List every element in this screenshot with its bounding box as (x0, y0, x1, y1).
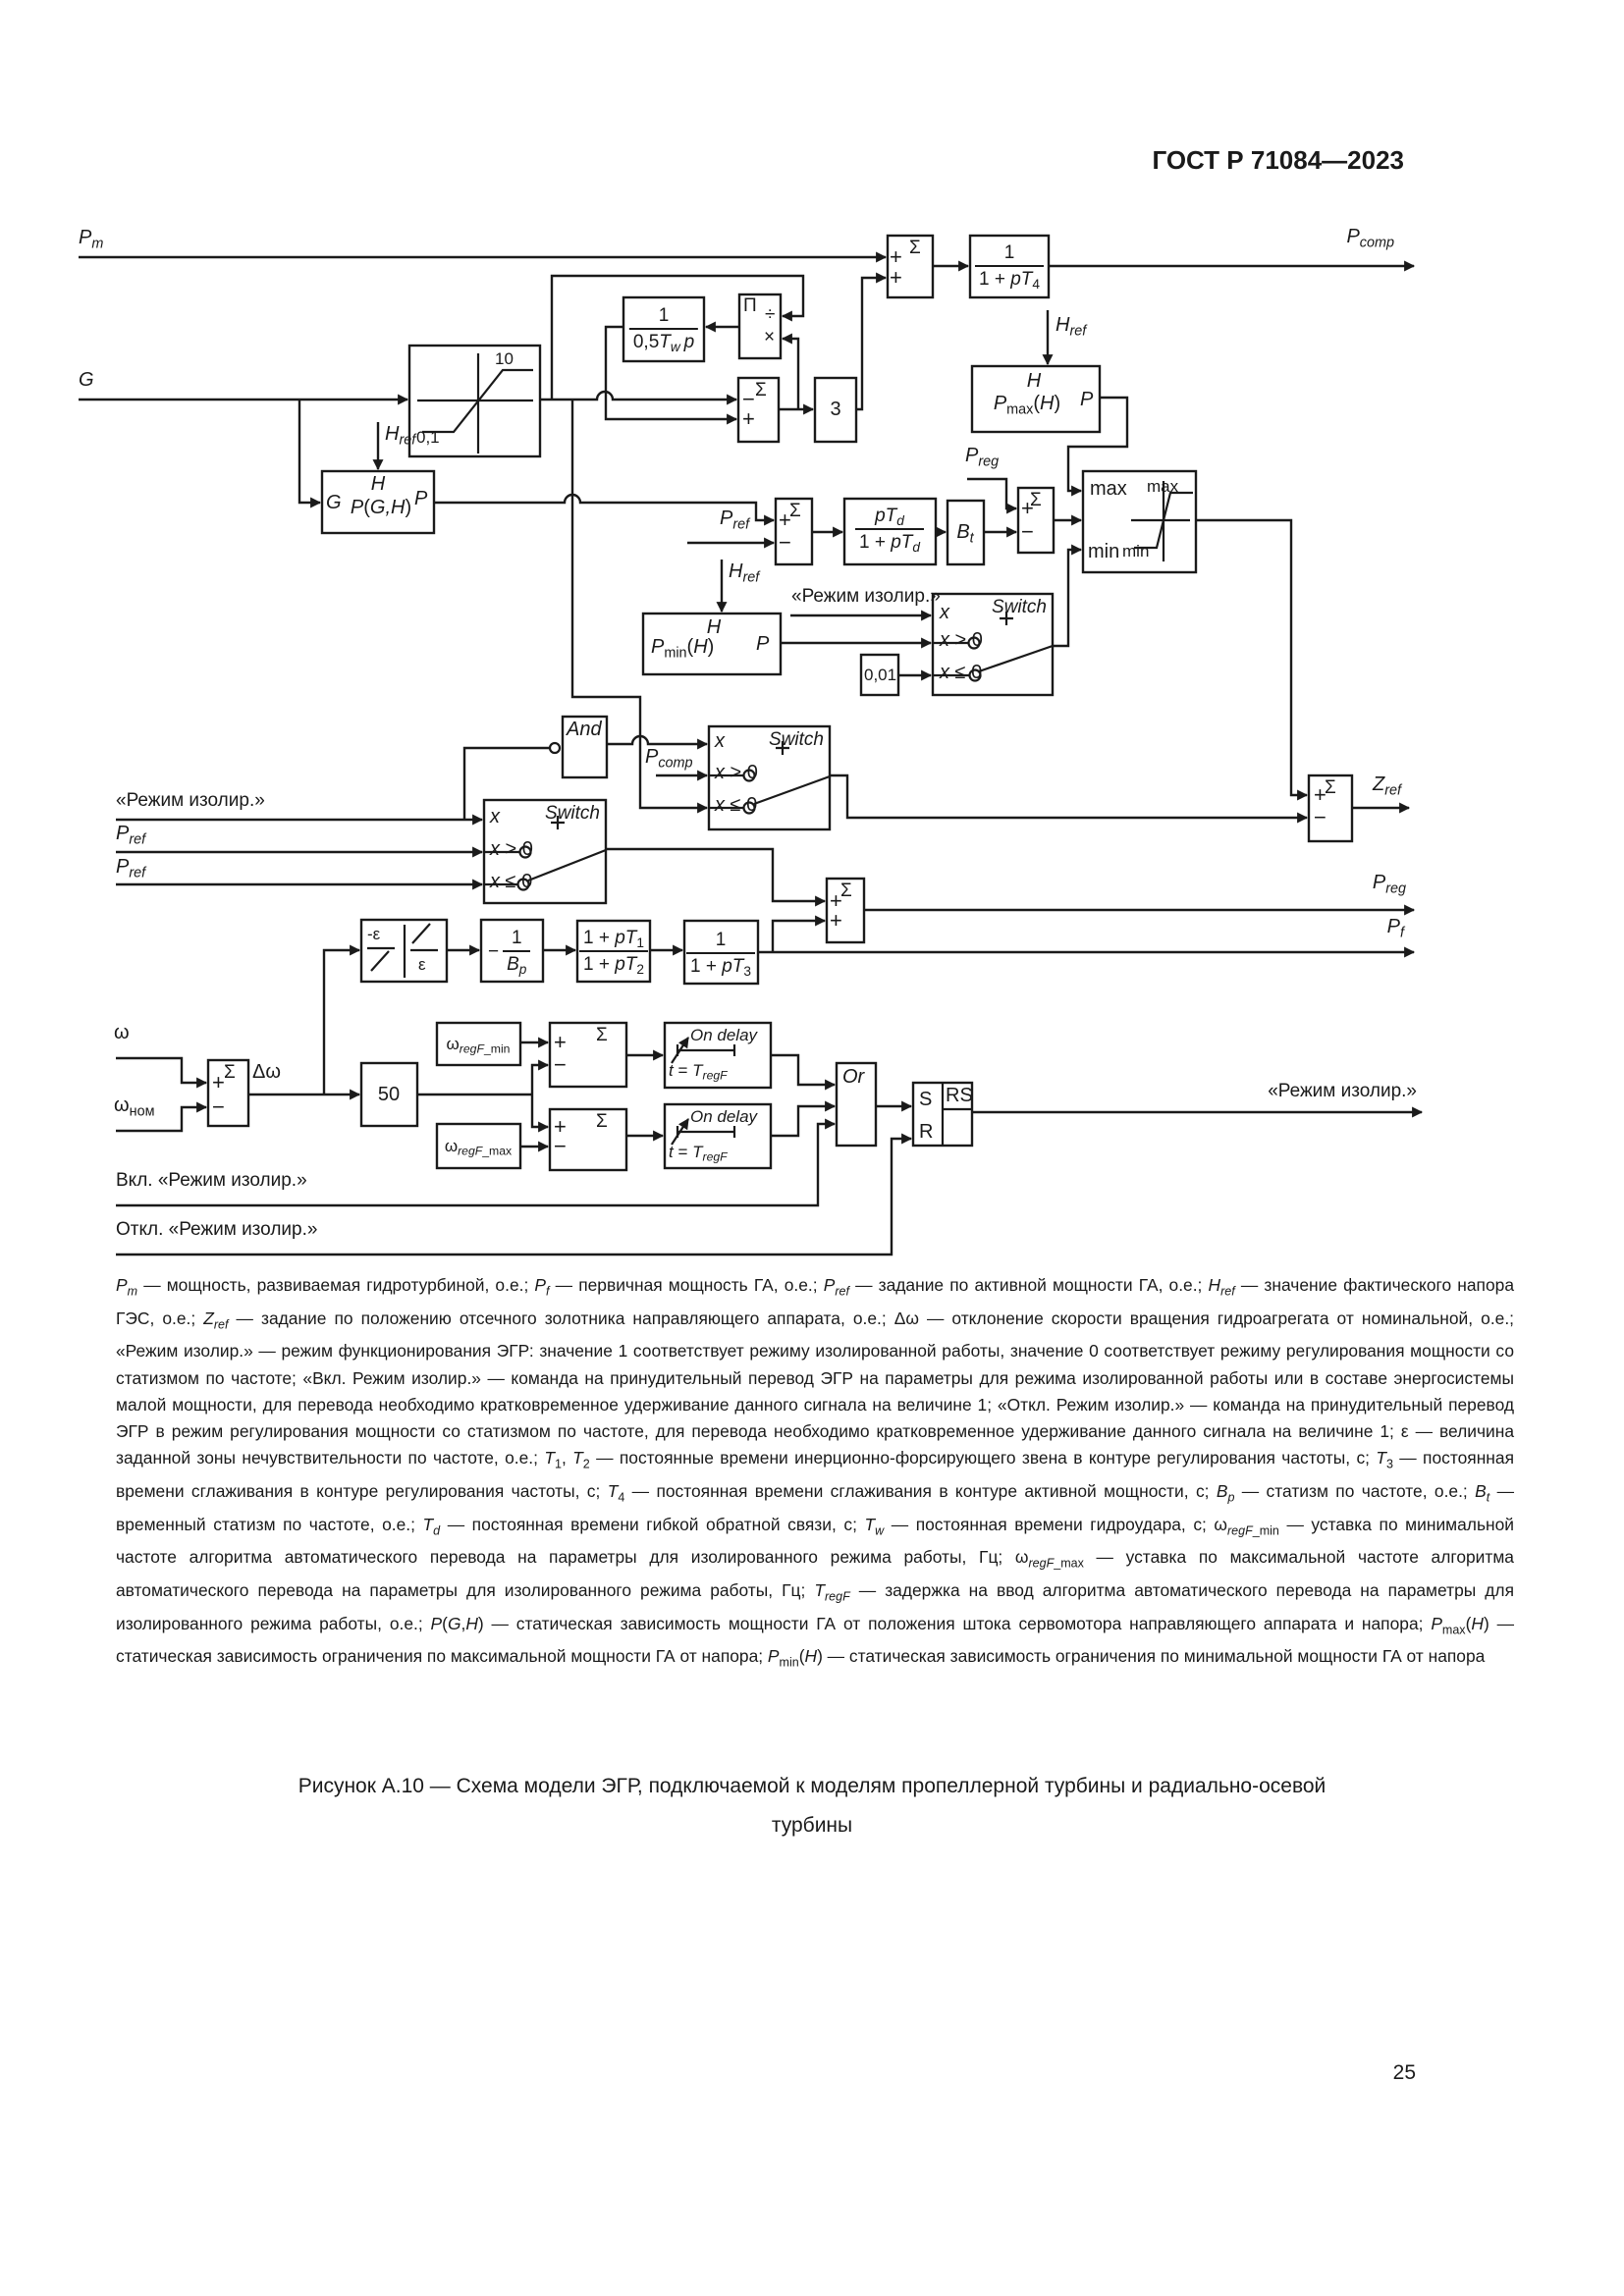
label-rs-r: R (919, 1121, 934, 1143)
sum-preg-sigma: Σ (1030, 490, 1042, 510)
sum-fmax-sigma: Σ (596, 1111, 608, 1132)
label-sw1-le: x ≤ 0 (940, 662, 983, 683)
label-output-rezhim: «Режим изолир.» (1268, 1081, 1417, 1101)
label-sw3-x: x (490, 806, 500, 828)
label-ratelim-10: 10 (495, 349, 514, 368)
label-pmin-h: H (706, 616, 722, 638)
label-input-omega: ω (114, 1022, 130, 1043)
label-input-pref-1: $P_{ref}$ (116, 823, 146, 848)
block-label-t3: $\frac{1}{1 + pT_3}$ (686, 930, 755, 977)
label-input-pm: $P_m$ (79, 227, 104, 252)
label-preg-in: $P_{reg}$ (965, 445, 1000, 470)
label-rs: RS (946, 1085, 973, 1106)
sum-preg-plus: + (1021, 496, 1034, 520)
figure-caption: Рисунок А.10 — Схема модели ЭГР, подключаемой к моделям пропеллерной турбины и радиально-осевой турбины (298, 1775, 1326, 1837)
sum-mid-plus: + (742, 406, 755, 431)
label-sw3-le: x ≤ 0 (490, 871, 533, 892)
sum-pregout-plus2: + (830, 908, 842, 933)
sum-domega-plus: + (212, 1070, 225, 1095)
label-href-pmin: $H_{ref}$ (729, 561, 760, 586)
label-pmax-h: H (1026, 370, 1042, 392)
label-pgh-fn: P(G,H) (350, 497, 412, 518)
label-pgh-p: P (414, 488, 428, 509)
label-wregf-min: $\omega_{regF\_min}$ (446, 1035, 511, 1056)
label-output-preg: $P_{reg}$ (1372, 872, 1406, 897)
block-label-bp: − $\frac{1}{B_p}$ (488, 929, 530, 975)
figure-legend: $P_m$ — мощность, развиваемая гидротурбиной, о.е.; $P_f$ — первичная мощность ГА, о.е.; $P_{ref}$ — задание по активной мощности ГА, о.е.; $H_{ref}$ — значение фактического напора ГЭС, о.е.; $Z_{ref}$ — задание по положению отсечного золотника направляющего аппарата, о.е.; Δω — отклонение скорости вращения гидроагрегата от номинальной, о.е.; «Режим изолир.» — режим функционирования ЭГР: значение 1 соответствует режиму изолированной работы, значение 0 соответствует режиму регулирования мощности со статизмом по частоте; «Вкл. Режим изолир.» — команда на принудительный перевод ЭГР на параметры для режима изолированной работы или в составе энергосистемы малой мощности, для перевода необходимо кратковременное удерживание данного сигнала на величине 1; «Откл. Режим изолир.» — команда на принудительный перевод ЭГР в режим регулирования мощности со статизмом по частоте, для перевода необходимо кратковременное удерживание данного сигнала на величине 1; ε — величина заданной зоны нечувствительности по частоте, о.е.; $T_1$, $T_2$ — постоянные времени инерционно-форсирующего звена в контуре регулирования частоты, с; $T_3$ — постоянная времени сглаживания в контуре регулирования частоты, с; $T_4$ — постоянная времени сглаживания в контуре активной мощности, с; $B_p$ — статизм по частоте, о.е.; $B_t$ — временный статизм по частоте, о.е.; $T_d$ — постоянная времени гибкой обратной связи, с; $T_w$ — постоянная времени гидроудара, с; $\omega_{regF\_min}$ — уставка по минимальной частоте алгоритма автоматического перевода на параметры для изолированного режима работы, Гц; $\omega_{regF\_max}$ — уставка по максимальной частоте алгоритма автоматического перевода на параметры для изолированного режима работы, Гц; $T_{regF}$ — задержка на ввод алгоритма автоматического перевода на параметры для изолированного режима работы, о.е.; P(G,H) — статическая зависимость мощности ГА от положения штока сервомотора направляющего аппарата и напора; $P_{max}(H)$ — статическая зависимость ограничения по максимальной мощности ГА от напора; $P_{min}(H)$ — статическая зависимость ограничения по минимальной мощности ГА от напора (116, 1275, 1515, 1670)
label-deadzone-pos: ε (418, 955, 426, 974)
sum-pregout-plus1: + (830, 888, 842, 913)
label-rezhim-switch1: «Режим изолир.» (791, 586, 941, 607)
sum-zref-minus: − (1314, 805, 1326, 829)
label-product-mult: × (764, 327, 776, 347)
sum-fmax-minus: − (554, 1134, 567, 1158)
sum-fmax-plus: + (554, 1114, 567, 1139)
label-and: And (567, 719, 602, 740)
sum-pref-sigma: Σ (789, 501, 801, 521)
block-label-tw: $\frac{1}{0,5T_w p}$ (629, 305, 698, 352)
label-output-zref: $Z_{ref}$ (1373, 774, 1402, 799)
label-sw3-gt: x > 0 (490, 838, 533, 860)
label-output-pf: $P_f$ (1386, 916, 1404, 941)
label-input-vkl: Вкл. «Режим изолир.» (116, 1170, 307, 1191)
label-gain-50: 50 (377, 1084, 401, 1105)
label-sw2-le: x ≤ 0 (715, 794, 758, 816)
label-pmax-p: P (1080, 389, 1094, 410)
label-wregf-max: $\omega_{regF\_max}$ (444, 1137, 513, 1158)
block-label-td: $pT_d$ $1 + pT_d$ (855, 506, 924, 553)
sum-domega-minus: − (212, 1095, 225, 1119)
label-pmax-fn: $P_{max}(H)$ (993, 393, 1061, 418)
label-ondelay-1-time: $t = T_{regF}$ (669, 1061, 728, 1083)
label-ondelay-2-time: $t = T_{regF}$ (669, 1143, 728, 1164)
label-href-pgh: $H_{ref}$ (385, 423, 416, 449)
label-delta-omega: Δω (252, 1061, 281, 1083)
block-label-t4: $\frac{1}{1 + pT_4}$ (975, 242, 1044, 290)
label-gain-bt: $B_t$ (956, 521, 974, 547)
sum-fmin-minus: − (554, 1052, 567, 1077)
label-limiter-max-port: max (1090, 478, 1127, 500)
document-header: ГОСТ Р 71084—2023 (1152, 145, 1404, 175)
label-sw2-x: x (715, 730, 725, 752)
sum-fmin-plus: + (554, 1030, 567, 1054)
label-href-pmax: $H_{ref}$ (1056, 314, 1087, 340)
sum-top-plus1: + (890, 244, 902, 269)
sum-preg-minus: − (1021, 519, 1034, 544)
label-const-001: 0,01 (864, 666, 897, 684)
label-product-div: ÷ (765, 304, 776, 325)
label-rs-s: S (919, 1089, 933, 1110)
sum-pregout-sigma: Σ (840, 881, 852, 901)
label-sw1-gt: x > 0 (940, 629, 983, 651)
sum-mid-sigma: Σ (755, 380, 767, 400)
sum-top-sigma: Σ (909, 238, 921, 258)
label-product-pi: Π (743, 295, 757, 316)
page-number: 25 (1392, 2061, 1416, 2084)
and-invert-circle (550, 743, 560, 753)
label-pcomp-in: $P_{comp}$ (645, 746, 693, 772)
label-limiter-min-port: min (1088, 541, 1120, 562)
label-sw2-gt: x > 0 (715, 762, 758, 783)
label-input-pref-2: $P_{ref}$ (116, 856, 146, 881)
sum-domega-sigma: Σ (224, 1062, 236, 1083)
label-pmin-fn: $P_{min}(H)$ (651, 636, 715, 662)
label-ondelay-2: On delay (690, 1107, 758, 1126)
sum-top-plus2: + (890, 265, 902, 290)
label-sw3-title: Switch (545, 803, 600, 824)
sum-mid-minus: − (742, 387, 755, 411)
label-pgh-h: H (370, 473, 386, 495)
label-pref-mid: $P_{ref}$ (720, 507, 750, 533)
label-pmin-p: P (756, 633, 770, 655)
sum-zref-plus: + (1314, 782, 1326, 807)
label-ondelay-1: On delay (690, 1026, 758, 1044)
label-sw1-x: x (940, 602, 949, 623)
sum-zref-sigma: Σ (1325, 777, 1336, 798)
sum-pref-minus: − (779, 530, 791, 555)
label-input-rezhim: «Режим изолир.» (116, 790, 265, 811)
label-input-omega-nom: $\omega_{ном}$ (114, 1095, 155, 1120)
label-pgh-g: G (326, 492, 342, 513)
sum-fmin-sigma: Σ (596, 1025, 608, 1045)
label-ratelim-01: 0,1 (416, 428, 440, 447)
sum-pref-plus: + (779, 507, 791, 532)
block-label-t1t2: $\frac{1 + pT_1}{1 + pT_2}$ (579, 928, 648, 975)
label-limiter-min-curve: min (1122, 542, 1150, 561)
label-limiter-max-curve: max (1147, 477, 1179, 496)
label-deadzone-neg: -ε (367, 925, 381, 943)
label-input-otkl: Откл. «Режим изолир.» (116, 1219, 318, 1240)
label-input-g: G (79, 369, 94, 391)
label-or: Or (842, 1066, 865, 1088)
label-output-pcomp: $P_{comp}$ (1346, 226, 1394, 251)
label-sw2-title: Switch (769, 729, 824, 750)
label-sw1-title: Switch (992, 597, 1047, 617)
label-gain-3: 3 (830, 399, 841, 420)
